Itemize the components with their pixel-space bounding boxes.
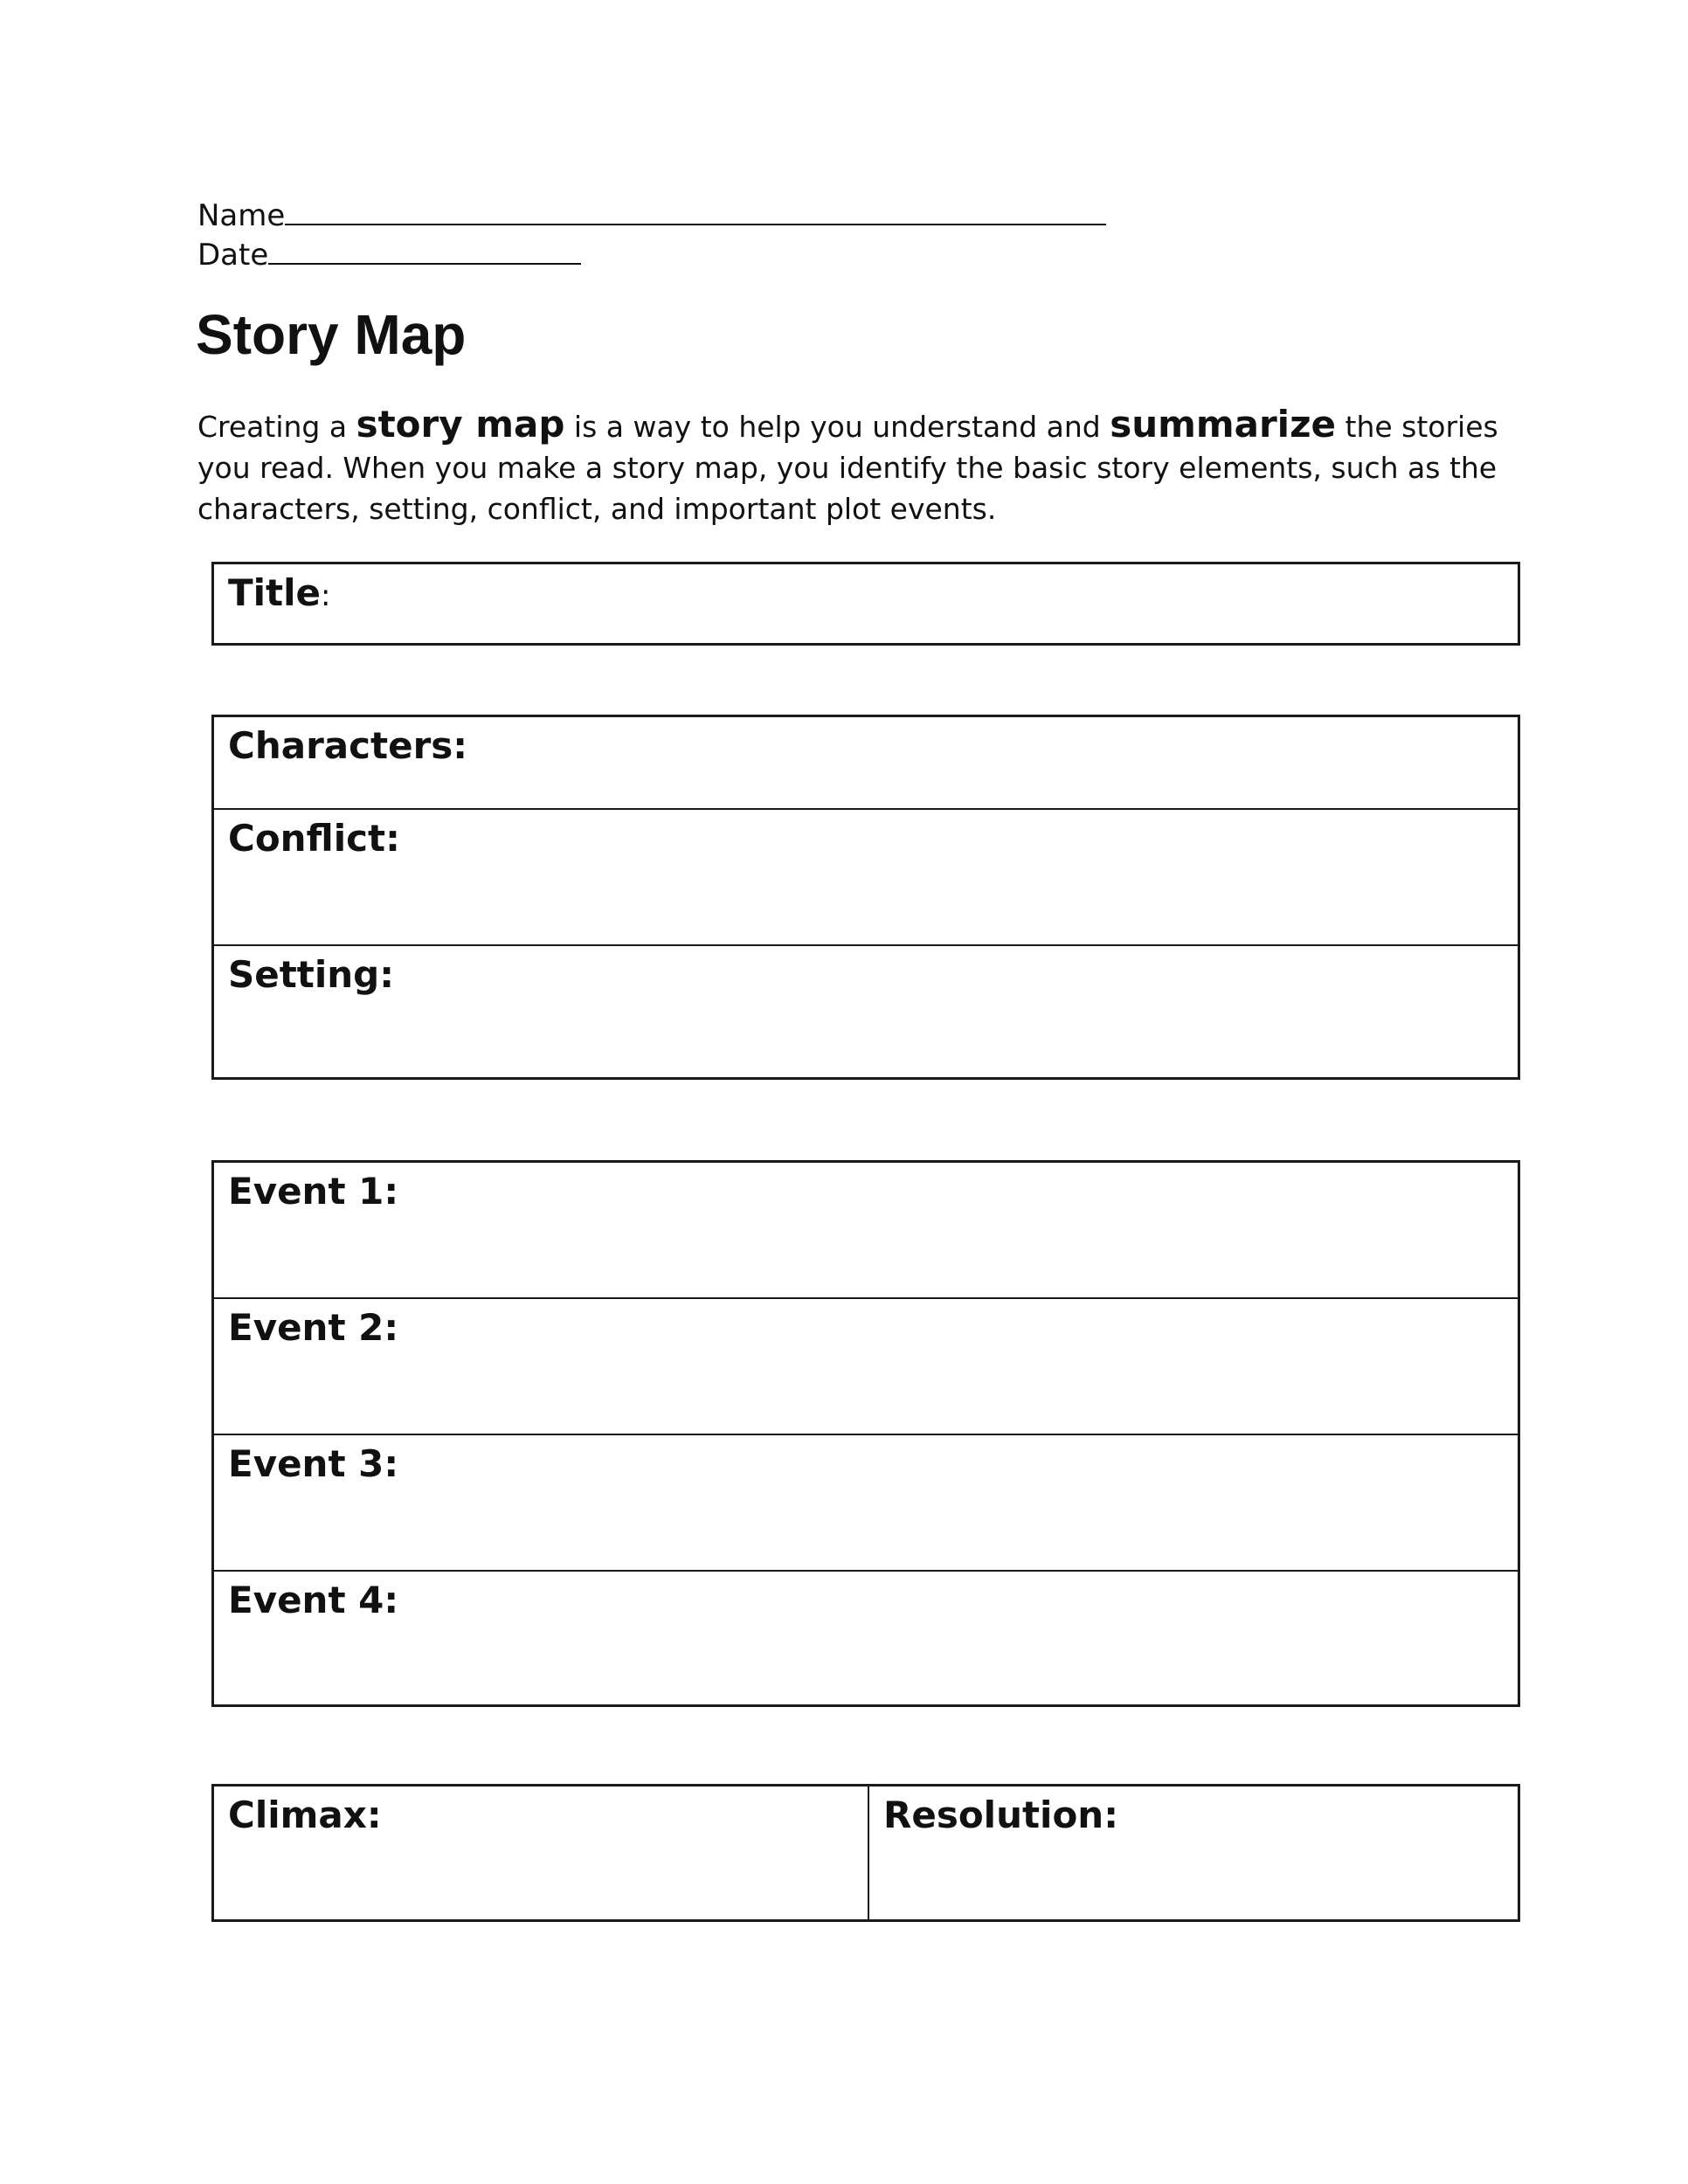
climax-cell[interactable] — [214, 1787, 869, 1919]
intro-highlight-story-map: story map — [356, 403, 565, 446]
name-blank-line[interactable] — [285, 197, 1106, 225]
climax-resolution-box — [211, 1784, 1520, 1922]
intro-text-3: the stories you read. When you make a story map, you identify the basic story elements, such as the characters, setting, conflict, and important plot events. — [197, 410, 1498, 526]
intro-text-2: is a way to help you understand and — [564, 410, 1110, 444]
resolution-label: Resolution: — [883, 1794, 1119, 1836]
date-blank-line[interactable] — [268, 237, 581, 265]
name-field[interactable] — [197, 197, 1106, 233]
page-title: Story Map — [196, 303, 467, 366]
conflict-row[interactable] — [214, 810, 1518, 946]
name-label: Name — [197, 198, 286, 233]
setting-row[interactable] — [214, 946, 1518, 1082]
setting-label: Setting: — [228, 953, 395, 996]
intro-paragraph — [197, 404, 1525, 529]
characters-label: Characters: — [228, 724, 468, 767]
date-field[interactable] — [197, 237, 581, 273]
story-elements-box — [211, 715, 1520, 1080]
event-2-row[interactable] — [214, 1299, 1518, 1435]
resolution-cell[interactable] — [869, 1787, 1518, 1919]
event-2-label: Event 2: — [228, 1306, 399, 1349]
conflict-label: Conflict: — [228, 817, 400, 860]
title-box[interactable] — [211, 562, 1520, 646]
event-1-row[interactable] — [214, 1163, 1518, 1299]
characters-row[interactable] — [214, 717, 1518, 810]
event-3-row[interactable] — [214, 1435, 1518, 1572]
title-label-colon: : — [321, 578, 331, 613]
intro-text-1: Creating a — [197, 410, 356, 444]
title-label-text: Title — [228, 571, 322, 614]
intro-highlight-summarize: summarize — [1110, 403, 1337, 446]
event-4-label: Event 4: — [228, 1579, 399, 1621]
event-4-row[interactable] — [214, 1572, 1518, 1710]
event-3-label: Event 3: — [228, 1442, 399, 1485]
title-box-label — [228, 571, 330, 618]
climax-label: Climax: — [228, 1794, 382, 1836]
event-1-label: Event 1: — [228, 1170, 399, 1213]
events-box — [211, 1160, 1520, 1707]
date-label: Date — [197, 238, 269, 273]
